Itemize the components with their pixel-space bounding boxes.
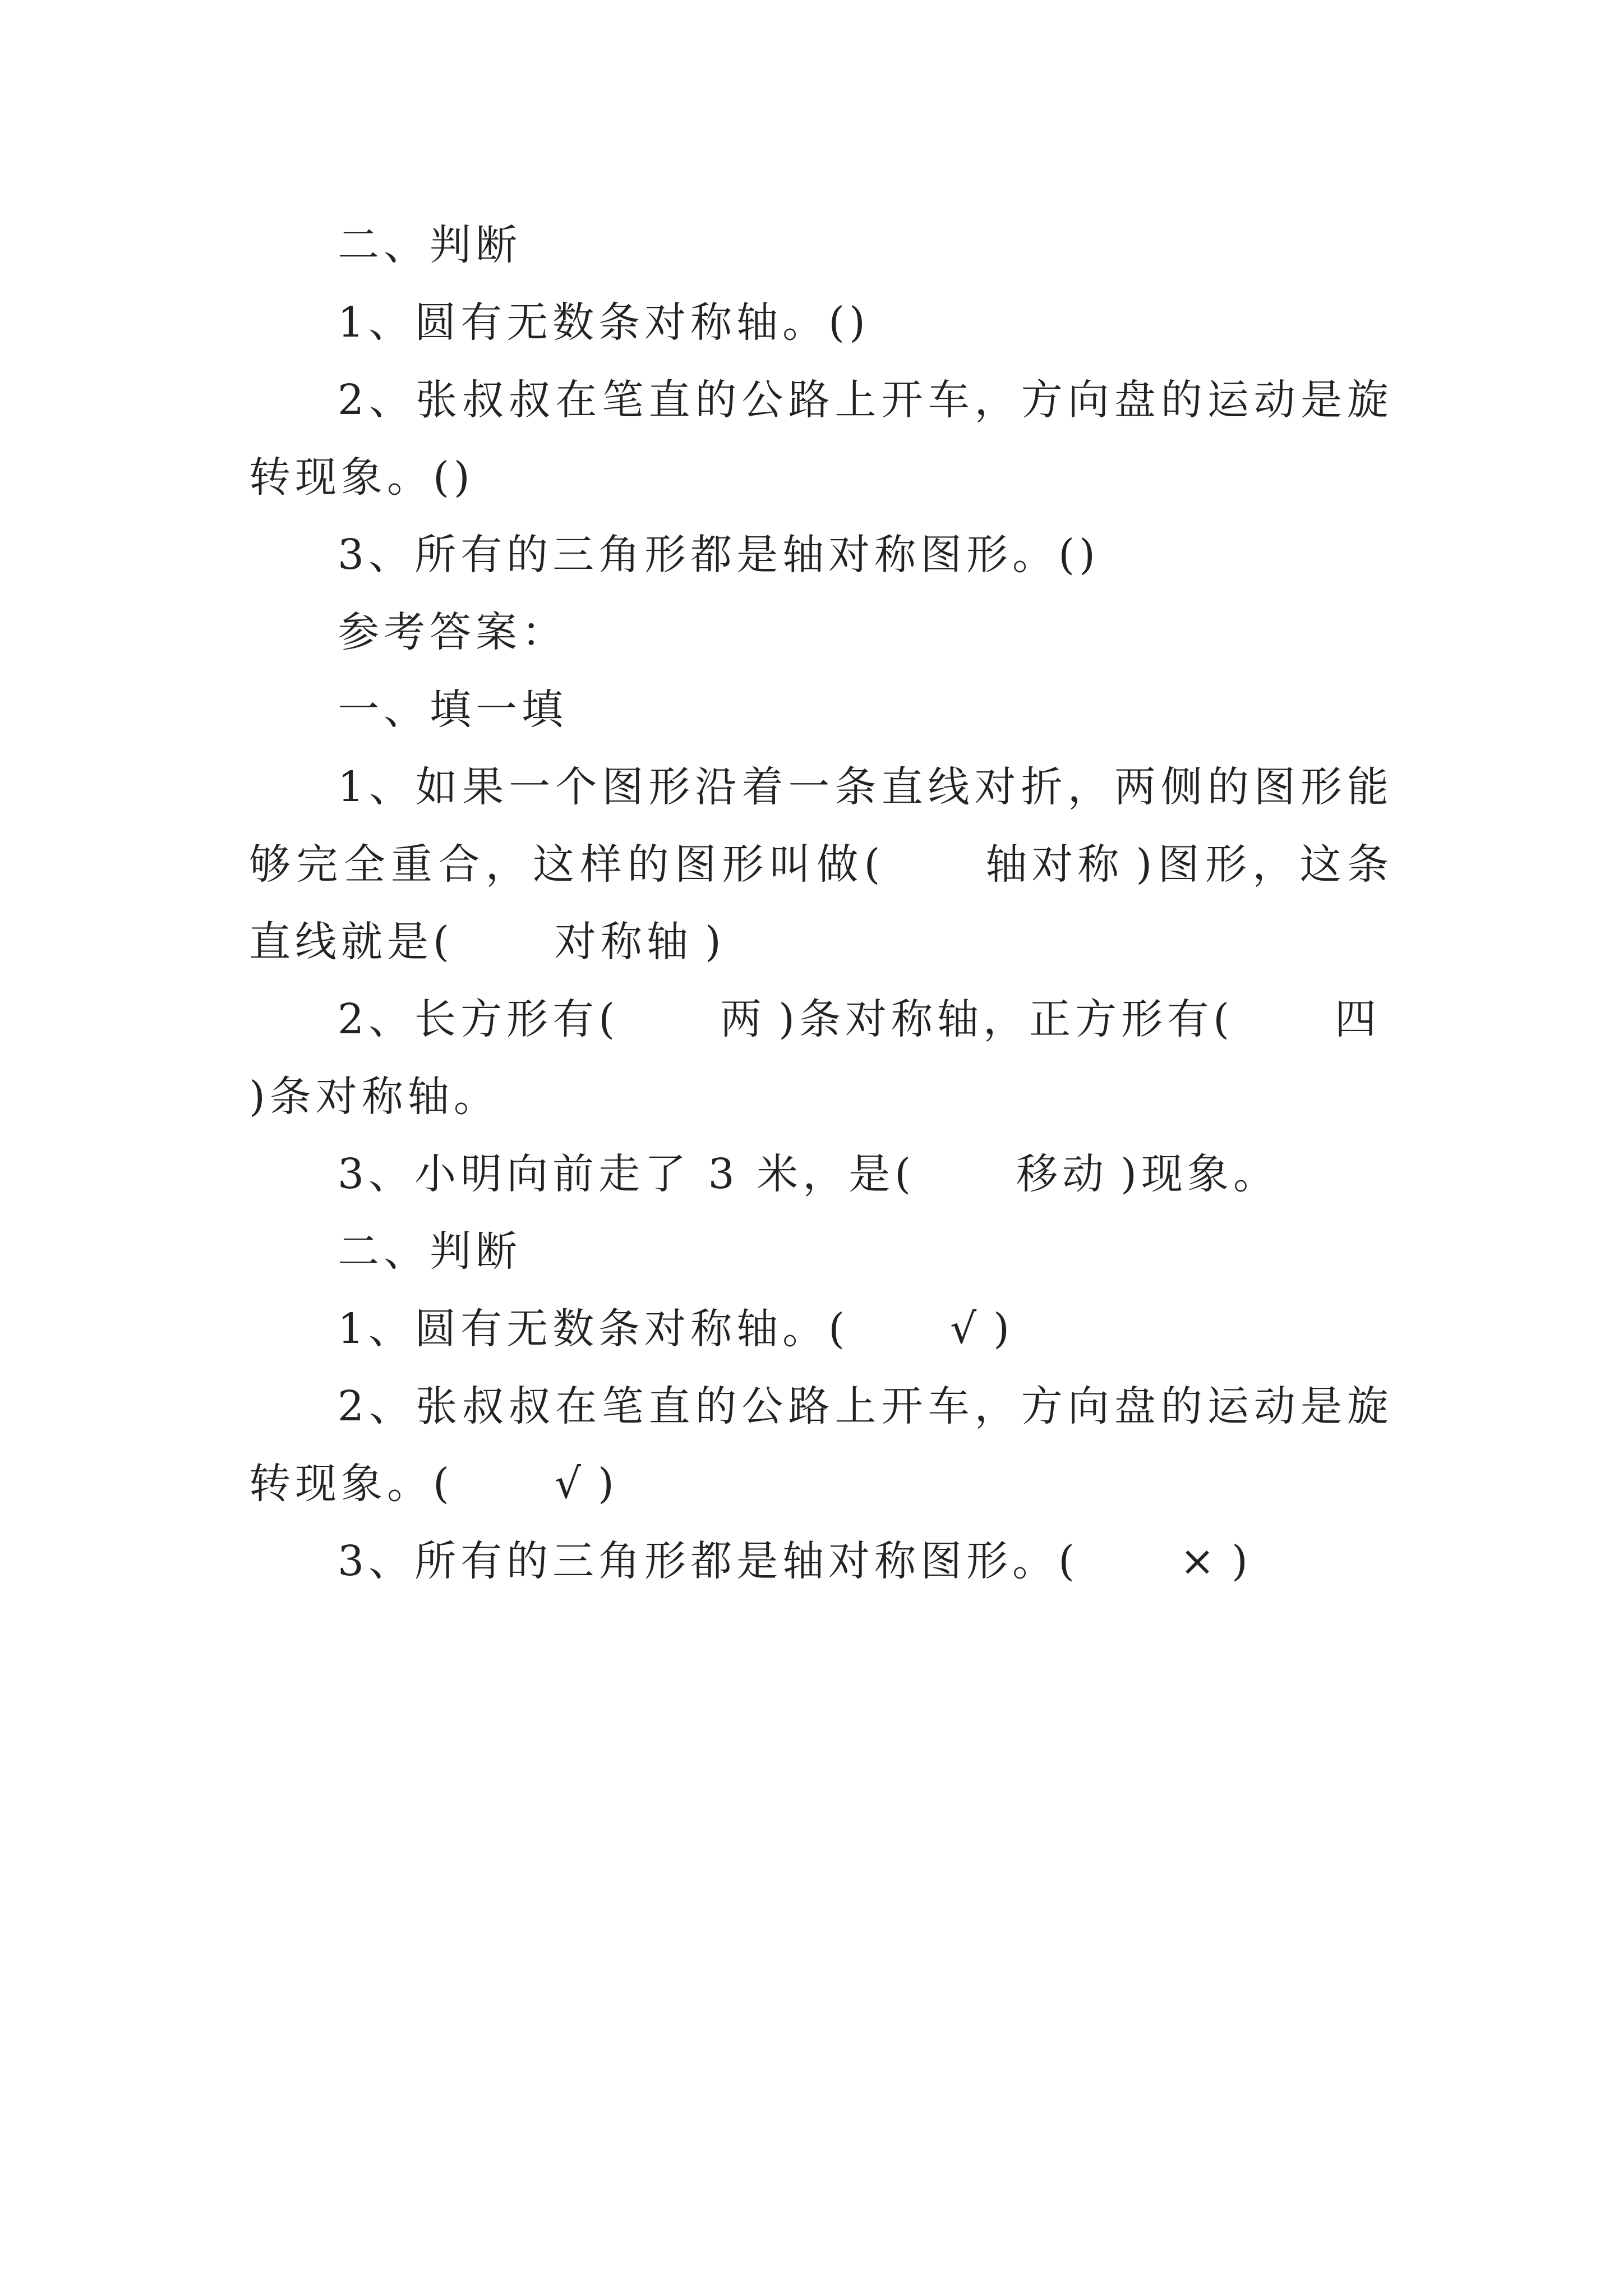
judge-answer-2-text: 2、张叔叔在笔直的公路上开车，方向盘的运动是旋转现象。( [249, 1382, 1393, 1508]
fill-answer-1-text-b: )图形，这条直线就是( [249, 840, 1393, 966]
fill-answer-1 [249, 748, 1393, 981]
fill-answer-1-value-b: 对称轴 [554, 918, 693, 966]
judge-answer-1-text: 1、圆有无数条对称轴。( [338, 1305, 849, 1353]
judge-answer-1-close: ) [993, 1305, 1014, 1353]
fill-answer-2-text-b: )条对称轴，正方形有( [778, 995, 1234, 1043]
fill-answer-1-text-a: 1、如果一个图形沿着一条直线对折，两侧的图形能够完全重合，这样的图形叫做( [249, 763, 1393, 889]
judge-answer-3-text: 3、所有的三角形都是轴对称图形。( [338, 1537, 1079, 1585]
judge-answer-3-close: ) [1231, 1537, 1252, 1585]
fill-answer-3-text-b: )现象。 [1121, 1150, 1279, 1198]
fill-answer-3 [249, 1135, 1393, 1213]
judge-answer-3 [249, 1522, 1393, 1600]
section-heading-judge: 二、判断 [338, 221, 522, 269]
fill-answer-2-value-b: 四 [1335, 995, 1381, 1043]
judge-answer-2-mark: √ [554, 1460, 586, 1508]
document-body [249, 206, 1393, 1600]
section-heading-judge-answers: 二、判断 [338, 1227, 522, 1276]
judge-answer-1 [249, 1290, 1393, 1368]
judge-question-1: 1、圆有无数条对称轴。() [338, 298, 870, 347]
judge-answer-2 [249, 1368, 1393, 1522]
fill-answer-2 [249, 981, 1393, 1135]
fill-answer-2-value-a: 两 [720, 995, 767, 1043]
judge-question-2: 2、张叔叔在笔直的公路上开车，方向盘的运动是旋转现象。() [249, 376, 1393, 501]
fill-answer-3-value-a: 移动 [1016, 1150, 1109, 1198]
judge-answer-3-mark: × [1179, 1537, 1219, 1585]
fill-answer-1-value-a: 轴对称 [985, 840, 1124, 889]
fill-answer-2-text-a: 2、长方形有( [338, 995, 620, 1043]
section-heading-fill: 一、填一填 [338, 685, 568, 734]
judge-answer-2-close: ) [598, 1460, 619, 1508]
fill-answer-1-text-c: ) [704, 918, 726, 966]
fill-answer-3-text-a: 3、小明向前走了 3 米，是( [338, 1150, 916, 1198]
judge-answer-1-mark: √ [949, 1305, 981, 1353]
judge-question-3: 3、所有的三角形都是轴对称图形。() [338, 531, 1100, 579]
fill-answer-2-text-c: )条对称轴。 [249, 1073, 500, 1121]
answer-key-heading: 参考答案： [338, 608, 568, 656]
